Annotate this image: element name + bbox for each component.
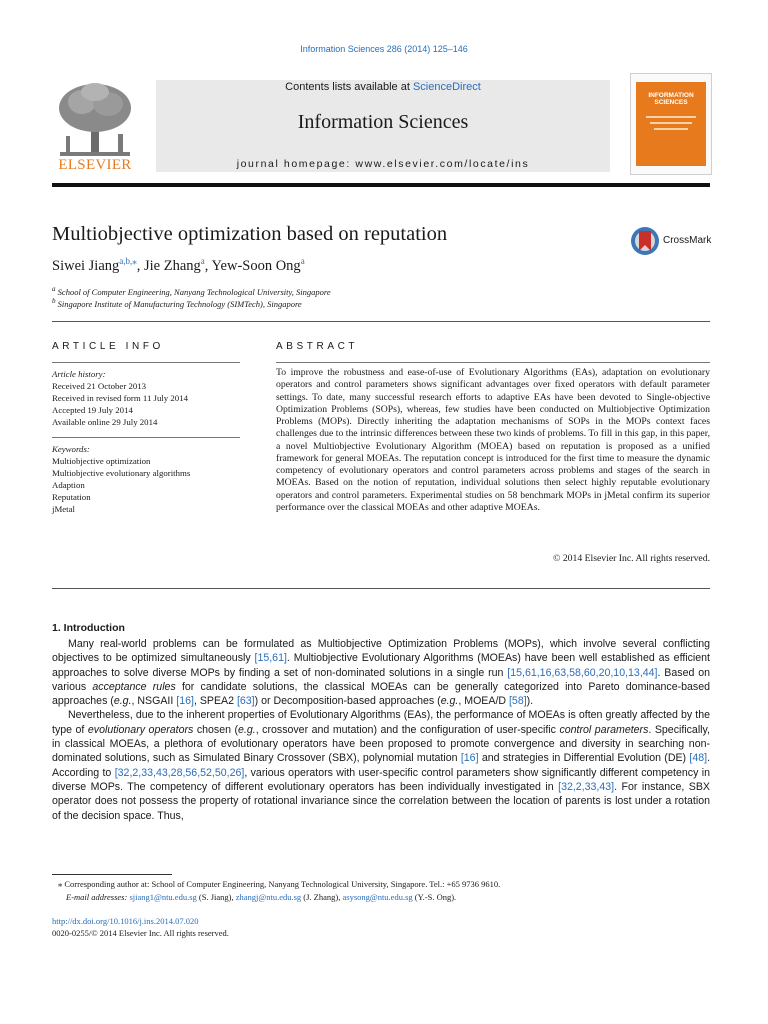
info-rule [52,437,240,438]
author-sup[interactable]: a,b,⁎ [119,256,137,266]
author-sup[interactable]: a [200,256,205,266]
citation-link[interactable]: [48] [689,752,708,765]
citation-link[interactable]: [63] [236,695,255,708]
article-title: Multiobjective optimization based on reputation [52,223,448,245]
sciencedirect-link[interactable]: ScienceDirect [412,81,481,93]
email-link[interactable]: asysong@ntu.edu.sg [342,892,413,902]
author-name[interactable]: Jie Zhang [144,257,201,274]
paragraph: Many real-world problems can be formulated as Multiobjective Optimization Problems (MOPs), which involve several conflicting objectives to be optimized simultaneously [15,61]. Multiobjective Evolutionary Algorithms (MOEAs) have been well established as efficient approaches to solve diverse MOPs by finding a set of non-dominated solutions in a single run [15,61,16,63,58,60,20,10,13,44]. Based on various acceptance rules for candidate solutions, the classical MOEAs can be generally categorized into Pareto dominance-based approaches (e.g., NSGAII [16], SPEA2 [63]) or Decomposition-based approaches (e.g., MOEA/D [58]). [52,638,711,708]
keyword: Multiobjective evolutionary algorithms [52,468,191,478]
corresponding-author-note: ⁎ Corresponding author at: School of Computer Engineering, Nanyang Technological University, Singapore. Tel.: +65 9736 9610. [58,879,501,889]
contents-availability: Contents lists available at ScienceDirect [285,81,481,93]
article-history: Article history: Received 21 October 2013 Received in revised form 11 July 2014 Accepted 19 July 2014 Available online 29 July 2014 [52,368,240,428]
crossmark-icon [630,226,660,256]
abstract-rule [276,362,710,363]
history-item: Received in revised form 11 July 2014 [52,393,188,403]
doi-link[interactable]: http://dx.doi.org/10.1016/j.ins.2014.07.020 [52,916,199,926]
info-rule [52,362,240,363]
email-link[interactable]: sjiang1@ntu.edu.sg [129,892,197,902]
keyword: jMetal [52,504,75,514]
citation-link[interactable]: [15,61,16,63,58,60,20,10,13,44] [507,666,658,679]
footnote-rule [52,874,172,875]
abstract-heading: ABSTRACT [276,341,359,352]
keyword: Multiobjective optimization [52,456,151,466]
citation-link[interactable]: [32,2,33,43] [558,780,615,793]
section-rule [52,588,710,589]
article-info-heading: ARTICLE INFO [52,341,164,352]
intro-body [52,637,710,823]
crossmark-label: CrossMark [663,235,712,246]
affiliation: $^a$ School of Computer Engineering, Nanyang Technological University, Singapore [52,285,331,297]
publisher-name: ELSEVIER [58,157,132,173]
email-addresses: E-mail addresses: sjiang1@ntu.edu.sg (S. Jiang), zhangj@ntu.edu.sg (J. Zhang), asysong@ntu.edu.sg (Y.-S. Ong). [66,892,457,902]
abstract-text: To improve the robustness and ease-of-use of Evolutionary Algorithms (EAs), adaptation on evolutionary operators and control parameters shows significant advantages over fixed operators with default parameter settings. To date, many successful research efforts to adaptive EAs have been devoted to Single-objective Optimization Problems (SOPs), whereas, few studies have been conducted on Multiobjective Optimization Problems (MOPs). Directly inheriting the adaptation mechanisms of SOPs in the MOPs context faces challenges due to the intrinsic differences between these two kinds of problems. To fill in this gap, in this paper, a novel Multiobjective Evolutionary Algorithm (MOEA) based on reputation is proposed as a unified framework for general MOEAs. The reputation concept is introduced for the first time to measure the dynamic competency of evolutionary operators and control parameters across problems and stages of the search in MOEAs. Based on the notion of reputation, individual solutions then select highly reputable evolutionary operators and control parameters. Experimental studies on 58 benchmark MOPs in jMetal confirm its superior performance over the classical MOEAs and other adaptive MOEAs. [276,367,710,513]
issn-copyright: 0020-0255/© 2014 Elsevier Inc. All rights reserved. [52,928,229,938]
keyword: Adaption [52,480,85,490]
history-item: Accepted 19 July 2014 [52,405,133,415]
elsevier-logo[interactable] [52,80,138,176]
email-link[interactable]: zhangj@ntu.edu.sg [235,892,302,902]
affiliation: $^b$ Singapore Institute of Manufacturing Technology (SIMTech), Singapore [52,297,302,309]
citation-link[interactable]: [16] [176,695,194,708]
journal-citation[interactable]: Information Sciences 286 (2014) 125–146 [300,44,468,54]
citation-link[interactable]: [16] [460,752,479,765]
paragraph: Nevertheless, due to the inherent properties of Evolutionary Algorithms (EAs), the performance of MOEAs is often greatly affected by the type of evolutionary operators chosen (e.g., crossover and mutation) and the configuration of user-specific control parameters. Specifically, in classical MOEAs, a plethora of evolutionary operators have been proposed to promote convergence and diversity in searching non-dominated solutions, such as Simulated Binary Crossover (SBX), polynomial mutation [16] and strategies in Differential Evolution (DE) [48]. According to [32,2,33,43,28,56,52,50,26], various operators with user-specific control parameters show significantly different competency in diverse MOPs. The competency of different evolutionary operators has been individually investigated in [32,2,33,43]. For instance, SBX operator does not possess the property of rotational invariance since the correlation between the location of parents is lost under a rotation of the decision space. Thus, [52,709,711,822]
citation-link[interactable]: [58] [508,695,527,708]
citation-link[interactable]: [15,61] [254,652,287,665]
header-rule [52,183,710,187]
section-rule [52,321,710,322]
keywords: Keywords: Multiobjective optimization Multiobjective evolutionary algorithms Adaption Reputation jMetal [52,443,240,515]
author-sup[interactable]: a [300,256,305,266]
crossmark-badge[interactable] [630,226,712,258]
author-list: Siwei Jiang$^{a,b,⁎}$, Jie Zhang$^a$, Yew-Soon Ong$^a$ [52,256,305,274]
journal-homepage[interactable]: journal homepage: www.elsevier.com/locate/ins [236,158,530,170]
section-heading: 1. Introduction [52,622,125,634]
abstract-copyright: © 2014 Elsevier Inc. All rights reserved. [553,553,710,564]
journal-cover[interactable] [630,73,712,175]
author-name[interactable]: Yew-Soon Ong [211,257,301,274]
history-item: Received 21 October 2013 [52,381,147,391]
citation-link[interactable]: [32,2,33,43,28,56,52,50,26] [114,766,245,779]
keyword: Reputation [52,492,91,502]
journal-name: Information Sciences [297,111,469,133]
elsevier-tree-icon [52,80,138,160]
cover-image [636,82,706,166]
cover-title: INFORMATION SCIENCES [648,92,694,106]
author-name[interactable]: Siwei Jiang [52,257,120,274]
history-item: Available online 29 July 2014 [52,417,158,427]
